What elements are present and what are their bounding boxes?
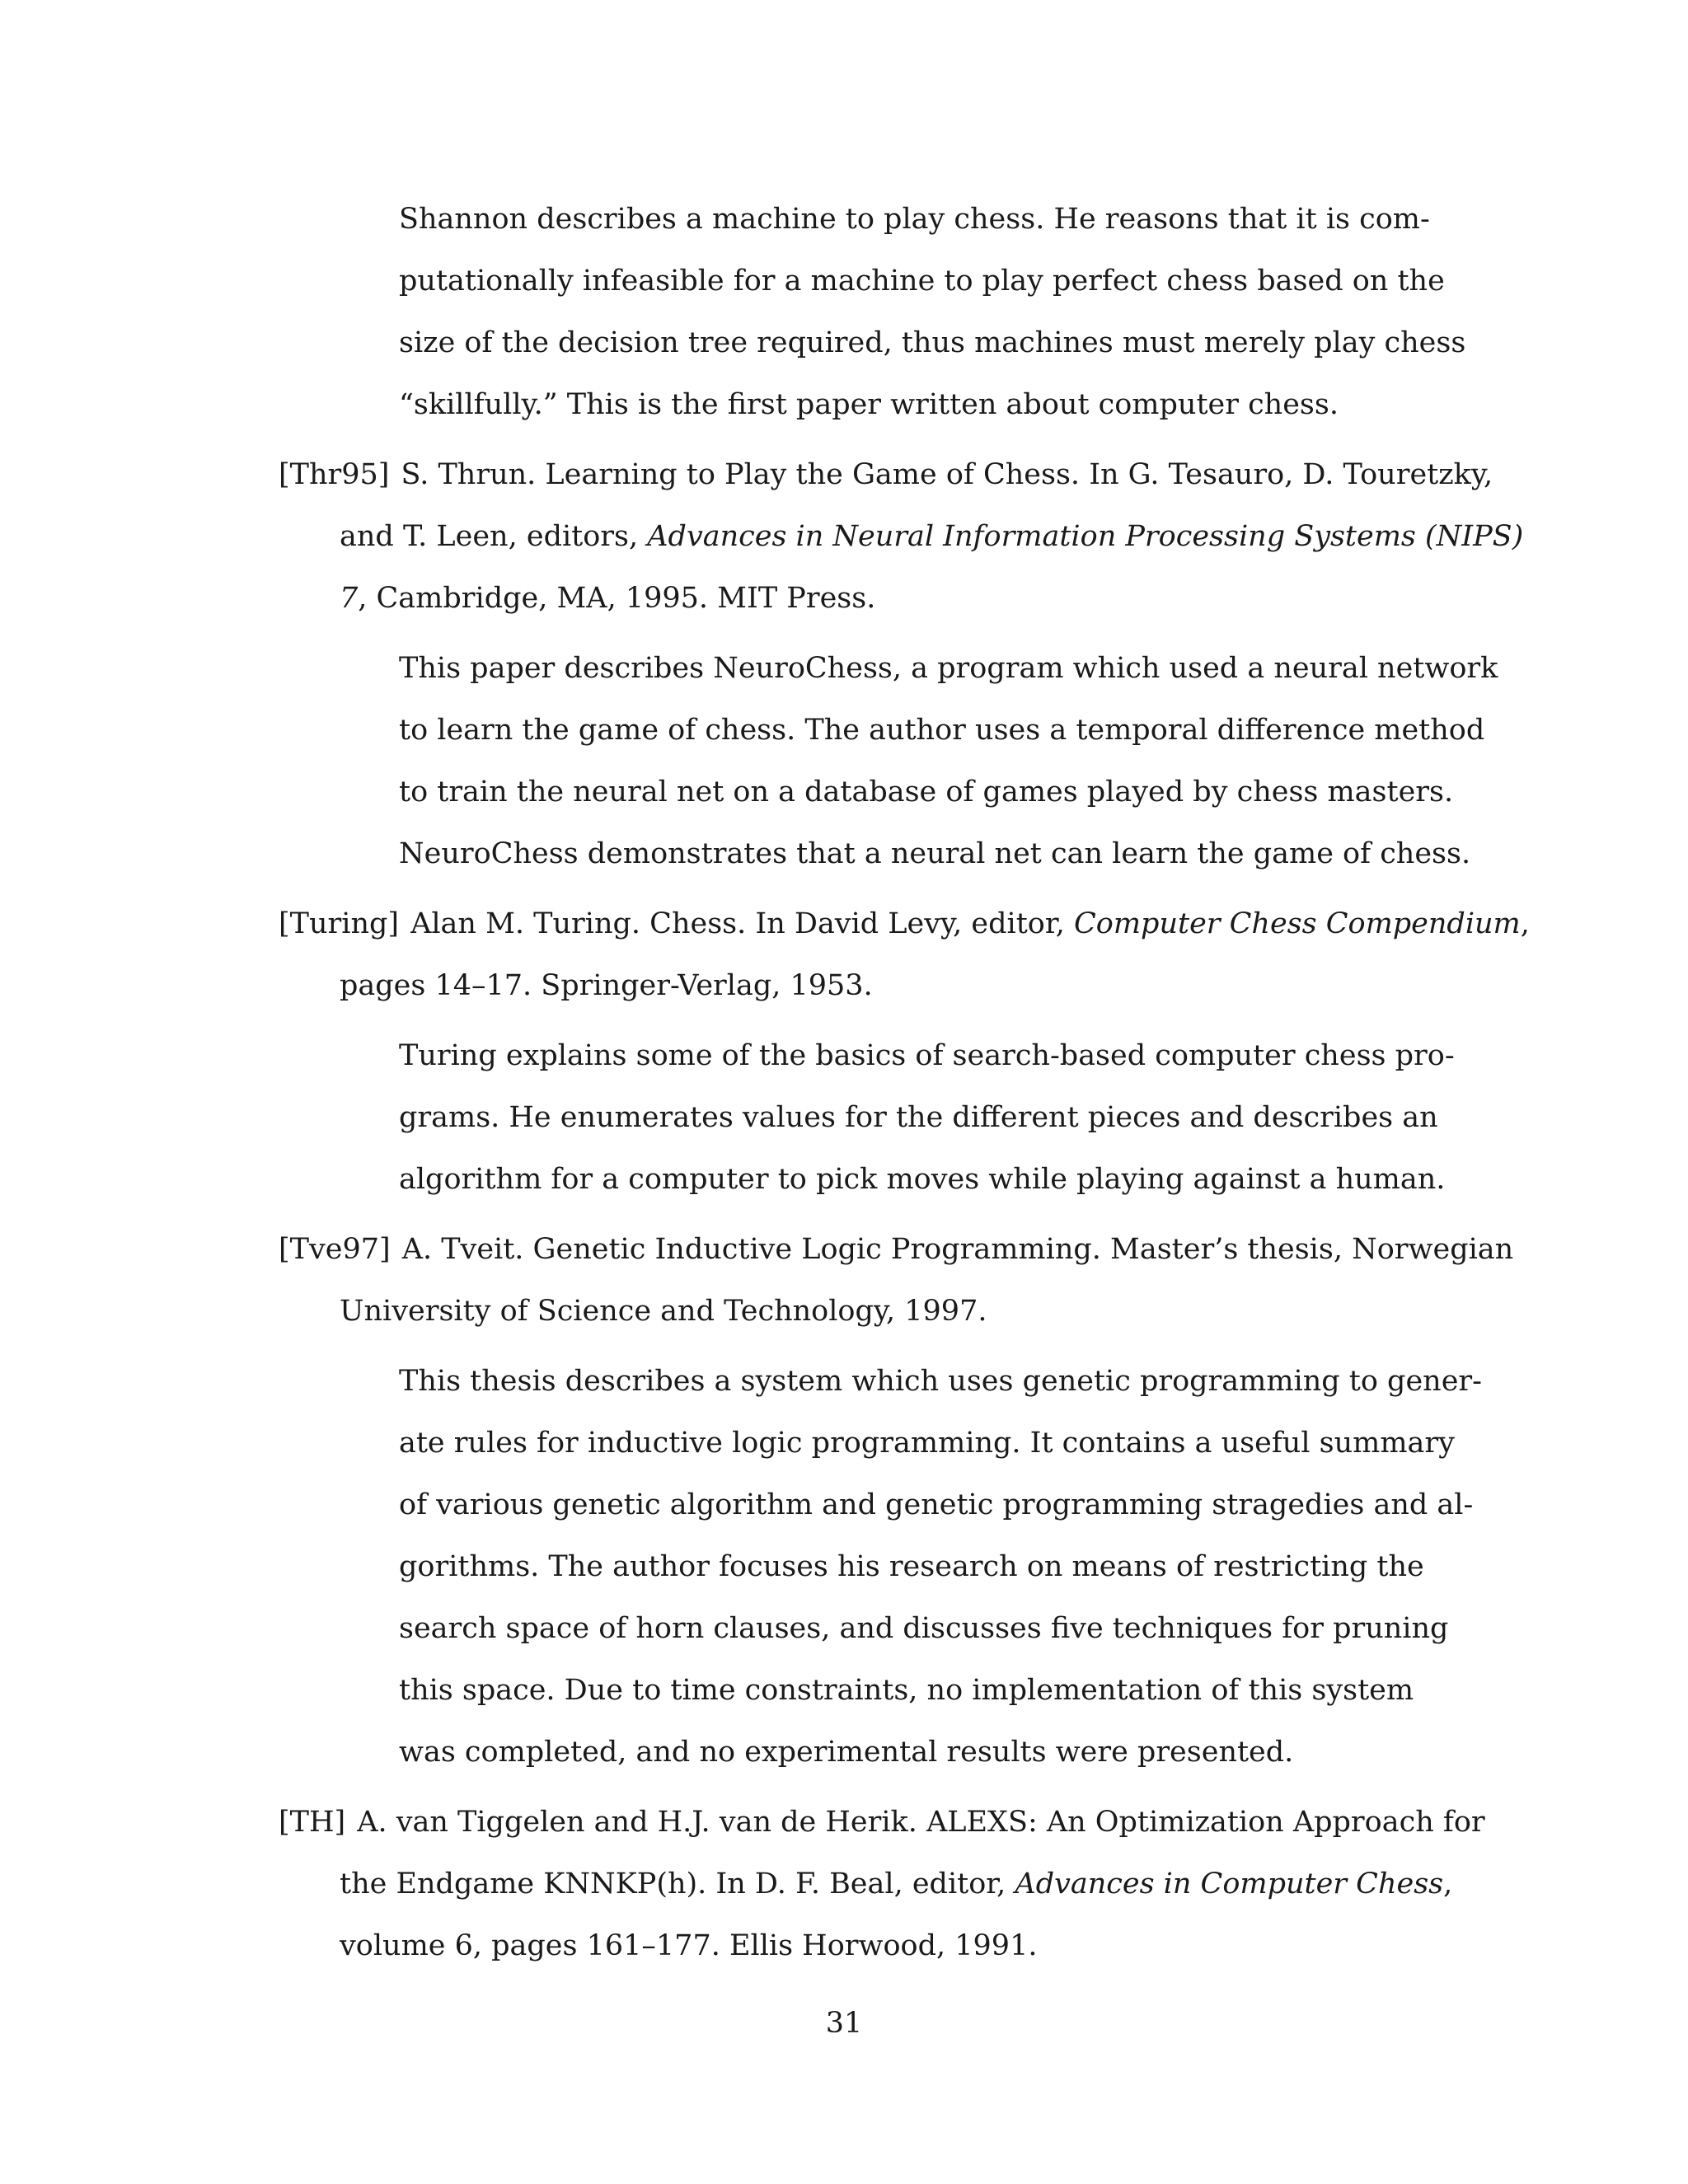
reference-line <box>340 1863 1453 1905</box>
reference-text: A. Tveit. Genetic Inductive Logic Programming. Master’s thesis, Norwegian <box>401 1233 1514 1266</box>
annotation-line: to learn the game of chess. The author uses a temporal difference method <box>399 714 1485 747</box>
annotation-line: this space. Due to time constraints, no implementation of this system <box>399 1674 1414 1707</box>
annotation-line: search space of horn clauses, and discusses five techniques for pruning <box>399 1612 1449 1645</box>
reference-line <box>279 1229 1514 1270</box>
punctuation: , <box>1443 1868 1453 1900</box>
reference-key: [Thr95] <box>279 458 390 491</box>
annotation-line: algorithm for a computer to pick moves while playing against a human. <box>399 1163 1446 1196</box>
reference-line <box>340 516 1524 557</box>
reference-text: A. van Tiggelen and H.J. van de Herik. ALEXS: An Optimization Approach for <box>357 1806 1485 1839</box>
reference-line: University of Science and Technology, 1997. <box>340 1295 987 1328</box>
annotation-line: This paper describes NeuroChess, a program which used a neural network <box>399 652 1498 685</box>
reference-line <box>279 454 1493 495</box>
annotation-line: gorithms. The author focuses his research on means of restricting the <box>399 1550 1424 1583</box>
reference-key: [Tve97] <box>279 1233 391 1266</box>
annotation-line: of various genetic algorithm and genetic programming stragedies and al- <box>399 1488 1474 1521</box>
annotation-line: putationally infeasible for a machine to play perfect chess based on the <box>399 265 1445 298</box>
annotation-line: to train the neural net on a database of games played by chess masters. <box>399 776 1454 808</box>
reference-text: and T. Leen, editors, <box>340 520 639 553</box>
reference-text: , Cambridge, MA, 1995. MIT Press. <box>358 582 876 615</box>
annotation-line: ate rules for inductive logic programming. It contains a useful summary <box>399 1427 1455 1460</box>
page-number: 31 <box>825 2007 863 2040</box>
annotation-line: NeuroChess demonstrates that a neural net can learn the game of chess. <box>399 837 1471 870</box>
annotation-line: Turing explains some of the basics of search-based computer chess pro- <box>399 1039 1455 1072</box>
punctuation: , <box>1520 907 1530 940</box>
reference-venue: Advances in Computer Chess <box>1015 1868 1444 1900</box>
reference-line <box>279 903 1530 944</box>
reference-venue: Advances in Neural Information Processing Systems (NIPS) <box>647 520 1524 553</box>
annotation-line: This thesis describes a system which uses genetic programming to gener- <box>399 1365 1482 1398</box>
annotation-line: size of the decision tree required, thus machines must merely play chess <box>399 326 1466 359</box>
reference-key: [TH] <box>279 1806 346 1839</box>
annotation-line: Shannon describes a machine to play chess. He reasons that it is com- <box>399 203 1430 236</box>
reference-venue: Computer Chess Compendium <box>1074 907 1521 940</box>
reference-volume: 7 <box>340 582 359 615</box>
reference-text: Alan M. Turing. Chess. In David Levy, editor, <box>410 907 1065 940</box>
reference-text: the Endgame KNNKP(h). In D. F. Beal, editor, <box>340 1868 1006 1900</box>
reference-line: pages 14–17. Springer-Verlag, 1953. <box>340 969 873 1002</box>
reference-line <box>340 578 1401 619</box>
reference-line <box>279 1802 1485 1843</box>
reference-text: S. Thrun. Learning to Play the Game of Chess. In G. Tesauro, D. Touretzky, <box>401 458 1493 491</box>
annotation-line: grams. He enumerates values for the different pieces and describes an <box>399 1101 1438 1134</box>
annotation-line: was completed, and no experimental results were presented. <box>399 1736 1294 1769</box>
reference-key: [Turing] <box>279 907 400 940</box>
annotation-line: “skillfully.” This is the first paper written about computer chess. <box>399 388 1339 421</box>
reference-line: volume 6, pages 161–177. Ellis Horwood, 1991. <box>340 1929 1038 1962</box>
